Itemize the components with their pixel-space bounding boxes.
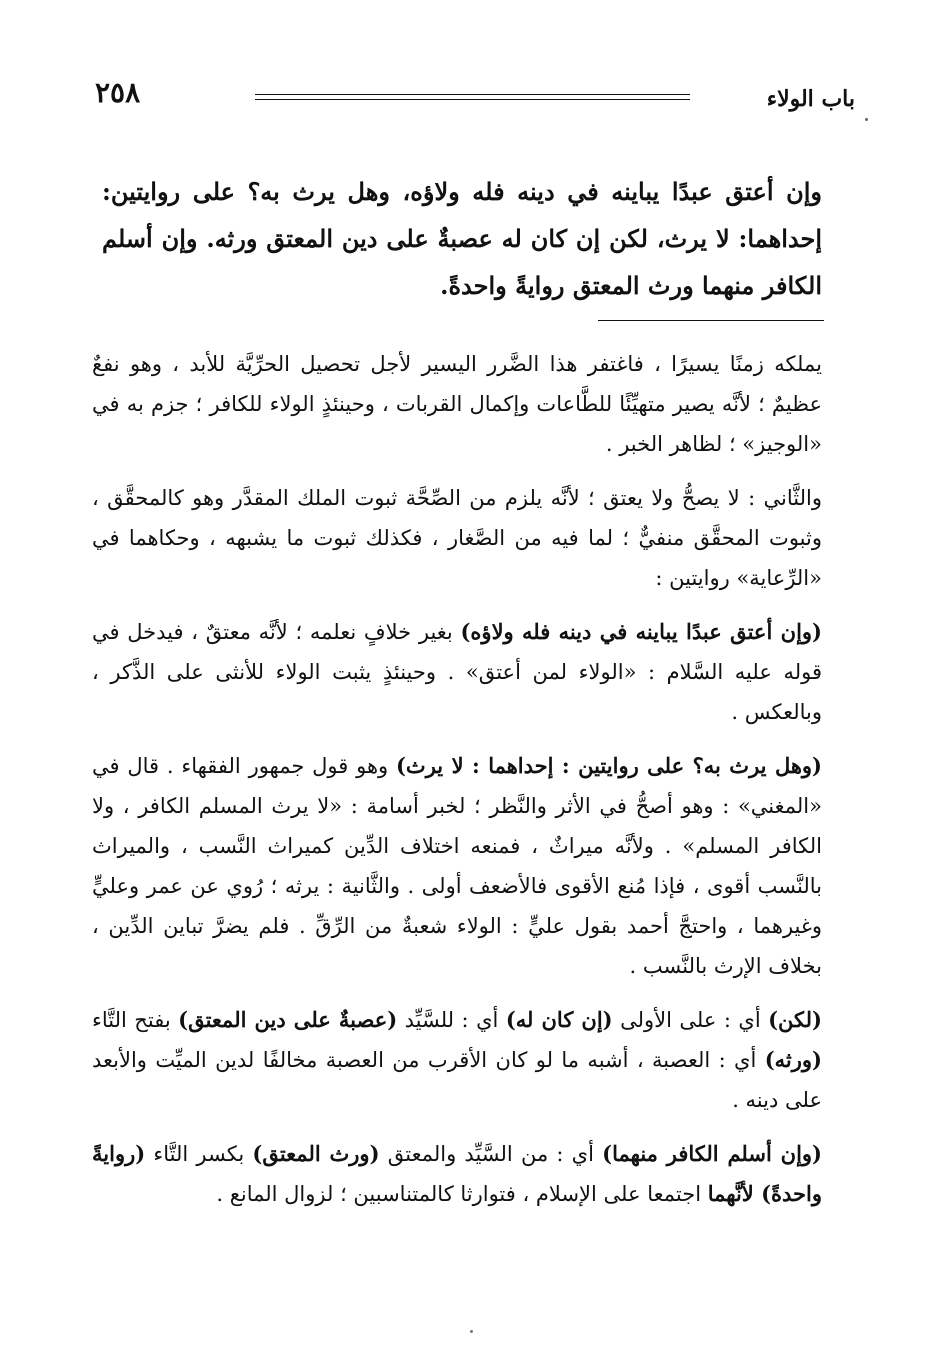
quoted-matn: (وإن أعتق عبدًا يباينه في دينه فله ولاؤه) — [460, 619, 822, 644]
page-number: ٢٥٨ — [95, 76, 141, 109]
commentary-paragraph-3 — [92, 612, 822, 732]
commentary-paragraph-6 — [92, 1134, 822, 1214]
commentary-paragraph-4 — [92, 746, 822, 986]
quoted-matn: (لكن) — [768, 1007, 822, 1032]
commentary-text: بغير خلافٍ نعلمه ؛ لأنَّه معتقٌ ، فيدخل في قوله عليه السَّلام : «الولاء لمن أعتق» . وحينئذٍ يثبت الولاء للأنثى على الذَّكر ، وبالعكس . — [92, 620, 822, 724]
quoted-matn: (روايةً واحدةً) — [92, 1141, 822, 1206]
quoted-matn: (ورثه) — [764, 1047, 822, 1072]
commentary-text: بكسر التَّاء — [145, 1142, 253, 1166]
footnote-separator — [598, 320, 824, 321]
commentary-paragraph-2: والثَّاني : لا يصحُّ ولا يعتق ؛ لأنَّه يلزم من الصِّحَّة ثبوت الملك المقدَّر وهو كالمحقَّق ، وثبوت المحقَّق منفيٌّ ؛ لما فيه من الصَّغار ، فكذلك ثبوت ما يشبهه ، وحكاهما في «الرِّعاية» روايتين : — [92, 486, 822, 590]
scan-speck — [470, 1330, 473, 1333]
quoted-matn: (ورث المعتق) — [252, 1141, 380, 1166]
commentary-paragraph-1: يملكه زمنًا يسيرًا ، فاغتفر هذا الضَّرر اليسير لأجل تحصيل الحرِّيَّة للأبد ، وهو نفعٌ عظيمٌ ؛ لأنَّه يصير متهيِّئًا للطَّاعات وإكمال القربات ، وحينئذٍ الولاء للكافر ؛ جزم به في «الوجيز» ؛ لظاهر الخبر . — [92, 352, 822, 456]
running-header — [95, 72, 855, 122]
commentary-text: أي : على الأولى — [612, 1008, 769, 1032]
commentary-paragraph-5 — [92, 1000, 822, 1120]
commentary-text: أي : للسَّيِّد — [397, 1008, 506, 1032]
main-text: وإن أعتق عبدًا يباينه في دينه فله ولاؤه، وهل يرث به؟ على روايتين: إحداهما: لا يرث، لكن إن كان له عصبةٌ على دين المعتق ورثه. وإن أسلم الكافر منهما ورث المعتق روايةً واحدةً. — [102, 177, 822, 300]
commentary — [92, 344, 822, 1228]
commentary-text: أي : العصبة ، أشبه ما لو كان الأقرب من العصبة مخالفًا لدين الميِّت والأبعد على دينه . — [92, 1048, 822, 1112]
quoted-matn: (عصبةٌ على دين المعتق) — [178, 1007, 398, 1032]
scan-speck — [865, 118, 868, 121]
commentary-text: وهو قول جمهور الفقهاء . قال في «المغني» : وهو أصحُّ في الأثر والنَّظر ؛ لخبر أسامة : «لا يرث المسلم الكافر ، ولا الكافر المسلم» . ولأنَّه ميراثٌ ، فمنعه اختلاف الدِّين كميراث النَّسب ، والميراث بالنَّسب أقوى ، فإذا مُنع الأقوى فالأضعف أولى . والثَّانية : يرثه ؛ رُوي عن عمر وعليٍّ وغيرهما ، واحتجَّ أحمد بقول عليٍّ : الولاء شعبةٌ من الرِّقِّ . فلم يضرَّ تباين الدِّين ، بخلاف الإرث بالنَّسب . — [92, 754, 822, 978]
header-rule-double — [255, 99, 690, 100]
quoted-matn: (وإن أسلم الكافر منهما) — [602, 1141, 822, 1166]
commentary-text: بفتح التَّاء — [92, 1008, 179, 1032]
quoted-matn: (إن كان له) — [505, 1007, 613, 1032]
commentary-text: اجتمعا على الإسلام ، فتوارثا كالمتناسبين ؛ لزوال المانع . — [216, 1182, 708, 1206]
quoted-matn: لأنَّهما — [707, 1181, 762, 1206]
quoted-matn: (وهل يرث به؟ على روايتين : إحداهما : لا يرث) — [396, 753, 822, 778]
header-rule — [255, 94, 690, 95]
commentary-text: أي : من السَّيِّد والمعتق — [379, 1142, 603, 1166]
chapter-title: باب الولاء — [766, 86, 855, 112]
